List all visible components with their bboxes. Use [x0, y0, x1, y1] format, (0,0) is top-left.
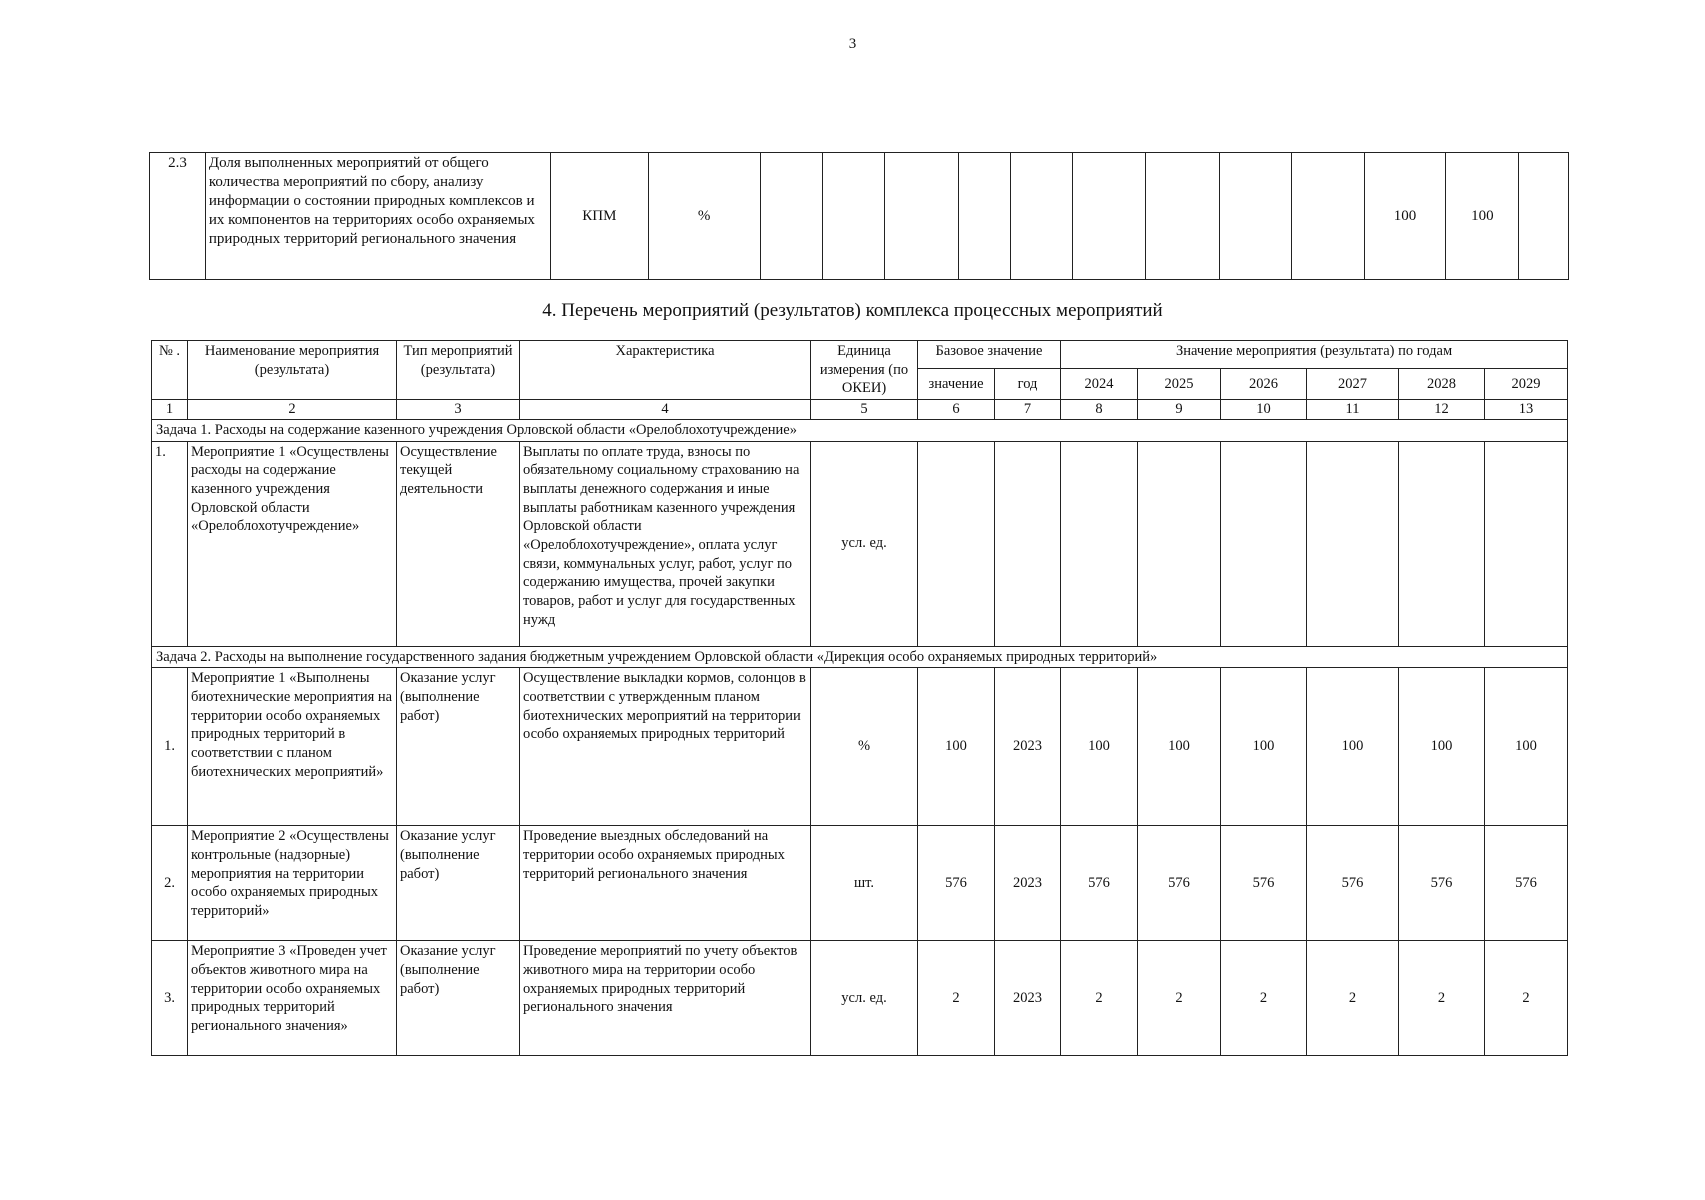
empty-cell — [1011, 153, 1073, 280]
column-number: 10 — [1221, 400, 1307, 420]
header-base: Базовое значение — [918, 341, 1061, 369]
activity-base-value: 2 — [918, 941, 995, 1056]
empty-cell — [885, 153, 959, 280]
task-title: Задача 1. Расходы на содержание казенного учреждения Орловской области «Орелоблохотучреждение» — [152, 419, 1568, 441]
activity-characteristic: Проведение выездных обследований на территории особо охраняемых природных территорий регионального значения — [520, 826, 811, 941]
header-year: 2024 — [1061, 369, 1138, 400]
activity-base-year: 2023 — [995, 826, 1061, 941]
column-numbers-row — [152, 400, 1568, 420]
empty-cell — [1219, 153, 1291, 280]
activity-value: 2 — [1485, 941, 1568, 1056]
header-year: 2026 — [1221, 369, 1307, 400]
activity-value: 576 — [1138, 826, 1221, 941]
activity-value: 2 — [1138, 941, 1221, 1056]
header-year: 2028 — [1399, 369, 1485, 400]
header-name: Наименование мероприятия (результата) — [188, 341, 397, 400]
task-row — [152, 419, 1568, 441]
activity-value: 576 — [1221, 826, 1307, 941]
activity-type: Оказание услуг (выполнение работ) — [397, 668, 520, 826]
empty-cell — [1519, 153, 1569, 280]
indicators-table-continuation — [149, 152, 1569, 280]
activity-base-year: 2023 — [995, 941, 1061, 1056]
header-year: 2025 — [1138, 369, 1221, 400]
activity-value: 576 — [1307, 826, 1399, 941]
column-number: 12 — [1399, 400, 1485, 420]
header-characteristic: Характеристика — [520, 341, 811, 400]
activity-type: Оказание услуг (выполнение работ) — [397, 826, 520, 941]
empty-cell — [1073, 153, 1146, 280]
indicator-row — [150, 153, 1569, 280]
activity-base-value: 576 — [918, 826, 995, 941]
activity-name: Мероприятие 3 «Проведен учет объектов животного мира на территории особо охраняемых природных территорий регионального значения» — [188, 941, 397, 1056]
activity-value: 576 — [1399, 826, 1485, 941]
activity-unit: усл. ед. — [811, 441, 918, 646]
activity-value — [1307, 441, 1399, 646]
activity-row — [152, 941, 1568, 1056]
indicator-unit: % — [648, 153, 760, 280]
indicator-number: 2.3 — [150, 153, 206, 280]
activity-row — [152, 441, 1568, 646]
activity-type: Осуществление текущей деятельности — [397, 441, 520, 646]
activity-unit: шт. — [811, 826, 918, 941]
activity-value: 100 — [1485, 668, 1568, 826]
column-number: 9 — [1138, 400, 1221, 420]
activity-name: Мероприятие 2 «Осуществлены контрольные (надзорные) мероприятия на территории особо охраняемых природных территорий» — [188, 826, 397, 941]
task-title: Задача 2. Расходы на выполнение государственного задания бюджетным учреждением Орловской области «Дирекция особо охраняемых природных территорий» — [152, 646, 1568, 668]
indicator-value-2029: 100 — [1446, 153, 1519, 280]
activity-number: 1. — [152, 668, 188, 826]
activity-row — [152, 826, 1568, 941]
activity-base-year — [995, 441, 1061, 646]
activity-value — [1138, 441, 1221, 646]
task-row — [152, 646, 1568, 668]
column-number: 5 — [811, 400, 918, 420]
activity-name: Мероприятие 1 «Выполнены биотехнические мероприятия на территории особо охраняемых природных территорий в соответствии с планом биотехнических мероприятий» — [188, 668, 397, 826]
empty-cell — [1146, 153, 1219, 280]
activity-value: 100 — [1307, 668, 1399, 826]
activity-value: 100 — [1221, 668, 1307, 826]
activity-characteristic: Выплаты по оплате труда, взносы по обязательному социальному страхованию на выплаты денежного содержания и иные выплаты работникам казенного учреждения Орловской области «Орелоблохотучреждение», оплата услуг связи, коммунальных услуг, работ, услуг по содержанию имущества, прочей закупки товаров, работ и услуг для государственных нужд — [520, 441, 811, 646]
column-number: 11 — [1307, 400, 1399, 420]
empty-cell — [760, 153, 822, 280]
activity-unit: % — [811, 668, 918, 826]
empty-cell — [822, 153, 884, 280]
column-number: 1 — [152, 400, 188, 420]
header-num: № . — [152, 341, 188, 400]
activity-value: 100 — [1138, 668, 1221, 826]
column-number: 8 — [1061, 400, 1138, 420]
activity-value: 576 — [1061, 826, 1138, 941]
activity-value: 2 — [1307, 941, 1399, 1056]
column-number: 13 — [1485, 400, 1568, 420]
activity-characteristic: Осуществление выкладки кормов, солонцов в соответствии с утвержденным планом биотехнических мероприятий на территории особо охраняемых природных территорий — [520, 668, 811, 826]
activity-value: 2 — [1399, 941, 1485, 1056]
header-base-value: значение — [918, 369, 995, 400]
column-number: 6 — [918, 400, 995, 420]
header-year: 2027 — [1307, 369, 1399, 400]
activity-value: 100 — [1399, 668, 1485, 826]
activity-number: 1. — [152, 441, 188, 646]
activity-value: 100 — [1061, 668, 1138, 826]
activity-value: 576 — [1485, 826, 1568, 941]
indicator-name: Доля выполненных мероприятий от общего количества мероприятий по сбору, анализу информации о состоянии природных комплексов и их компонентов на территориях особо охраняемых природных территорий регионального значения — [205, 153, 550, 280]
header-by-years: Значение мероприятия (результата) по годам — [1061, 341, 1568, 369]
activity-number: 2. — [152, 826, 188, 941]
activity-name: Мероприятие 1 «Осуществлены расходы на содержание казенного учреждения Орловской области «Орелоблохотучреждение» — [188, 441, 397, 646]
activity-row — [152, 668, 1568, 826]
page-number: 3 — [848, 36, 857, 52]
indicator-value-2028: 100 — [1364, 153, 1446, 280]
activity-base-year: 2023 — [995, 668, 1061, 826]
activity-base-value — [918, 441, 995, 646]
empty-cell — [959, 153, 1011, 280]
header-base-year: год — [995, 369, 1061, 400]
empty-cell — [1291, 153, 1364, 280]
section-title: 4. Перечень мероприятий (результатов) комплекса процессных мероприятий — [542, 300, 1163, 321]
column-number: 3 — [397, 400, 520, 420]
activity-characteristic: Проведение мероприятий по учету объектов животного мира на территории особо охраняемых природных территорий регионального значения — [520, 941, 811, 1056]
activity-value: 2 — [1061, 941, 1138, 1056]
header-row-top — [152, 341, 1568, 369]
activity-unit: усл. ед. — [811, 941, 918, 1056]
activity-value — [1061, 441, 1138, 646]
column-number: 4 — [520, 400, 811, 420]
activities-table — [151, 340, 1568, 1056]
header-year: 2029 — [1485, 369, 1568, 400]
indicator-level: КПМ — [550, 153, 648, 280]
activity-value — [1485, 441, 1568, 646]
activity-number: 3. — [152, 941, 188, 1056]
activity-value — [1221, 441, 1307, 646]
activity-value: 2 — [1221, 941, 1307, 1056]
activity-base-value: 100 — [918, 668, 995, 826]
activity-value — [1399, 441, 1485, 646]
header-unit: Единица измерения (по ОКЕИ) — [811, 341, 918, 400]
activity-type: Оказание услуг (выполнение работ) — [397, 941, 520, 1056]
column-number: 2 — [188, 400, 397, 420]
header-type: Тип мероприятий (результата) — [397, 341, 520, 400]
column-number: 7 — [995, 400, 1061, 420]
